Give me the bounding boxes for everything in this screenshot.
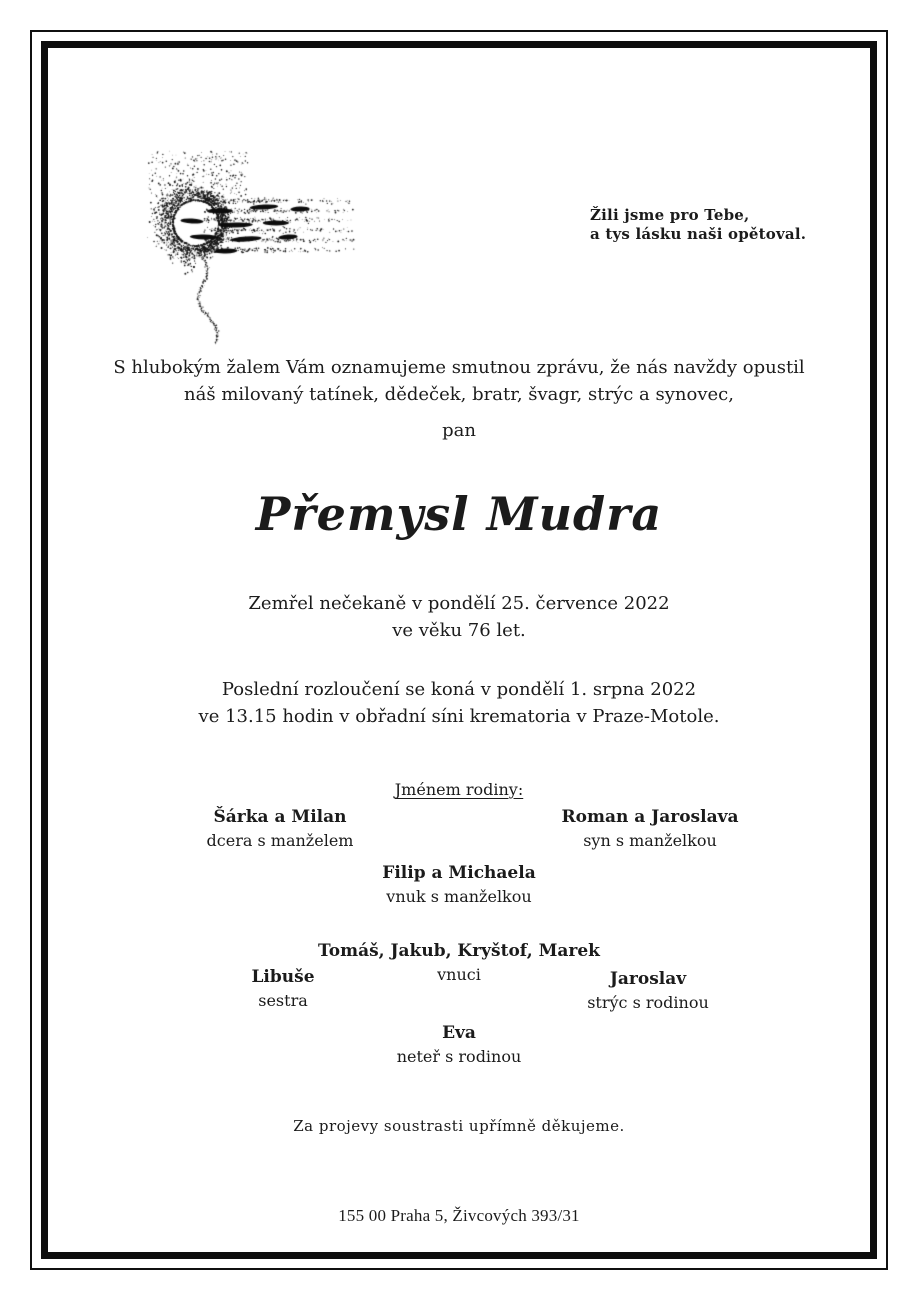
family-member-names: Filip a Michaela: [382, 863, 536, 883]
family-member-grandsons: [49, 940, 869, 986]
family-member-daughter: [207, 806, 354, 852]
sun-and-birds-illustration: [128, 148, 378, 348]
family-member-relation: syn s manželkou: [583, 831, 717, 850]
death-info: [49, 590, 869, 644]
announcement: [49, 354, 869, 408]
family-member-son: [562, 806, 739, 852]
family-member-relation: strýc s rodinou: [587, 993, 709, 1012]
farewell-info: [49, 676, 869, 730]
memorial-quote: [590, 206, 806, 244]
quote-line-1: Žili jsme pro Tebe,: [590, 206, 750, 224]
family-member-relation: vnuk s manželkou: [386, 887, 532, 906]
thanks-note: Za projevy soustrasti upřímně děkujeme.: [293, 1117, 625, 1135]
announcement-line-2: náš milovaný tatínek, dědeček, bratr, švagr, strýc a synovec,: [184, 384, 734, 405]
family-member-relation: dcera s manželem: [206, 831, 354, 850]
family-member-names: Jaroslav: [609, 969, 687, 989]
farewell-info-line-1: Poslední rozloučení se koná v pondělí 1. srpna 2022: [221, 679, 697, 700]
quote-line-2: a tys lásku naši opětoval.: [590, 225, 807, 243]
family-member-uncle: [587, 968, 709, 1014]
family-member-names: Šárka a Milan: [213, 807, 347, 827]
family-member-sister: [251, 966, 314, 1012]
death-info-line-1: Zemřel nečekaně v pondělí 25. července 2022: [248, 593, 670, 614]
family-member-names: Libuše: [251, 967, 315, 987]
salutation: pan: [442, 420, 476, 441]
death-info-line-2: ve věku 76 let.: [392, 620, 526, 641]
family-member-niece: [49, 1022, 869, 1068]
family-member-names: Tomáš, Jakub, Kryštof, Marek: [318, 941, 600, 961]
family-member-relation: vnuci: [437, 965, 481, 984]
family-member-names: Eva: [442, 1023, 476, 1043]
family-member-relation: sestra: [258, 991, 308, 1010]
family-member-names: Roman a Jaroslava: [561, 807, 739, 827]
farewell-info-line-2: ve 13.15 hodin v obřadní síni krematoria v Praze-Motole.: [198, 706, 720, 727]
family-member-grandson: [49, 862, 869, 908]
deceased-name: Přemysl Mudra: [255, 487, 663, 541]
family-member-relation: neteř s rodinou: [396, 1047, 522, 1066]
family-heading: Jménem rodiny:: [394, 780, 524, 799]
address-line: 155 00 Praha 5, Živcových 393/31: [338, 1206, 580, 1225]
announcement-line-1: S hlubokým žalem Vám oznamujeme smutnou zprávu, že nás navždy opustil: [113, 357, 805, 378]
